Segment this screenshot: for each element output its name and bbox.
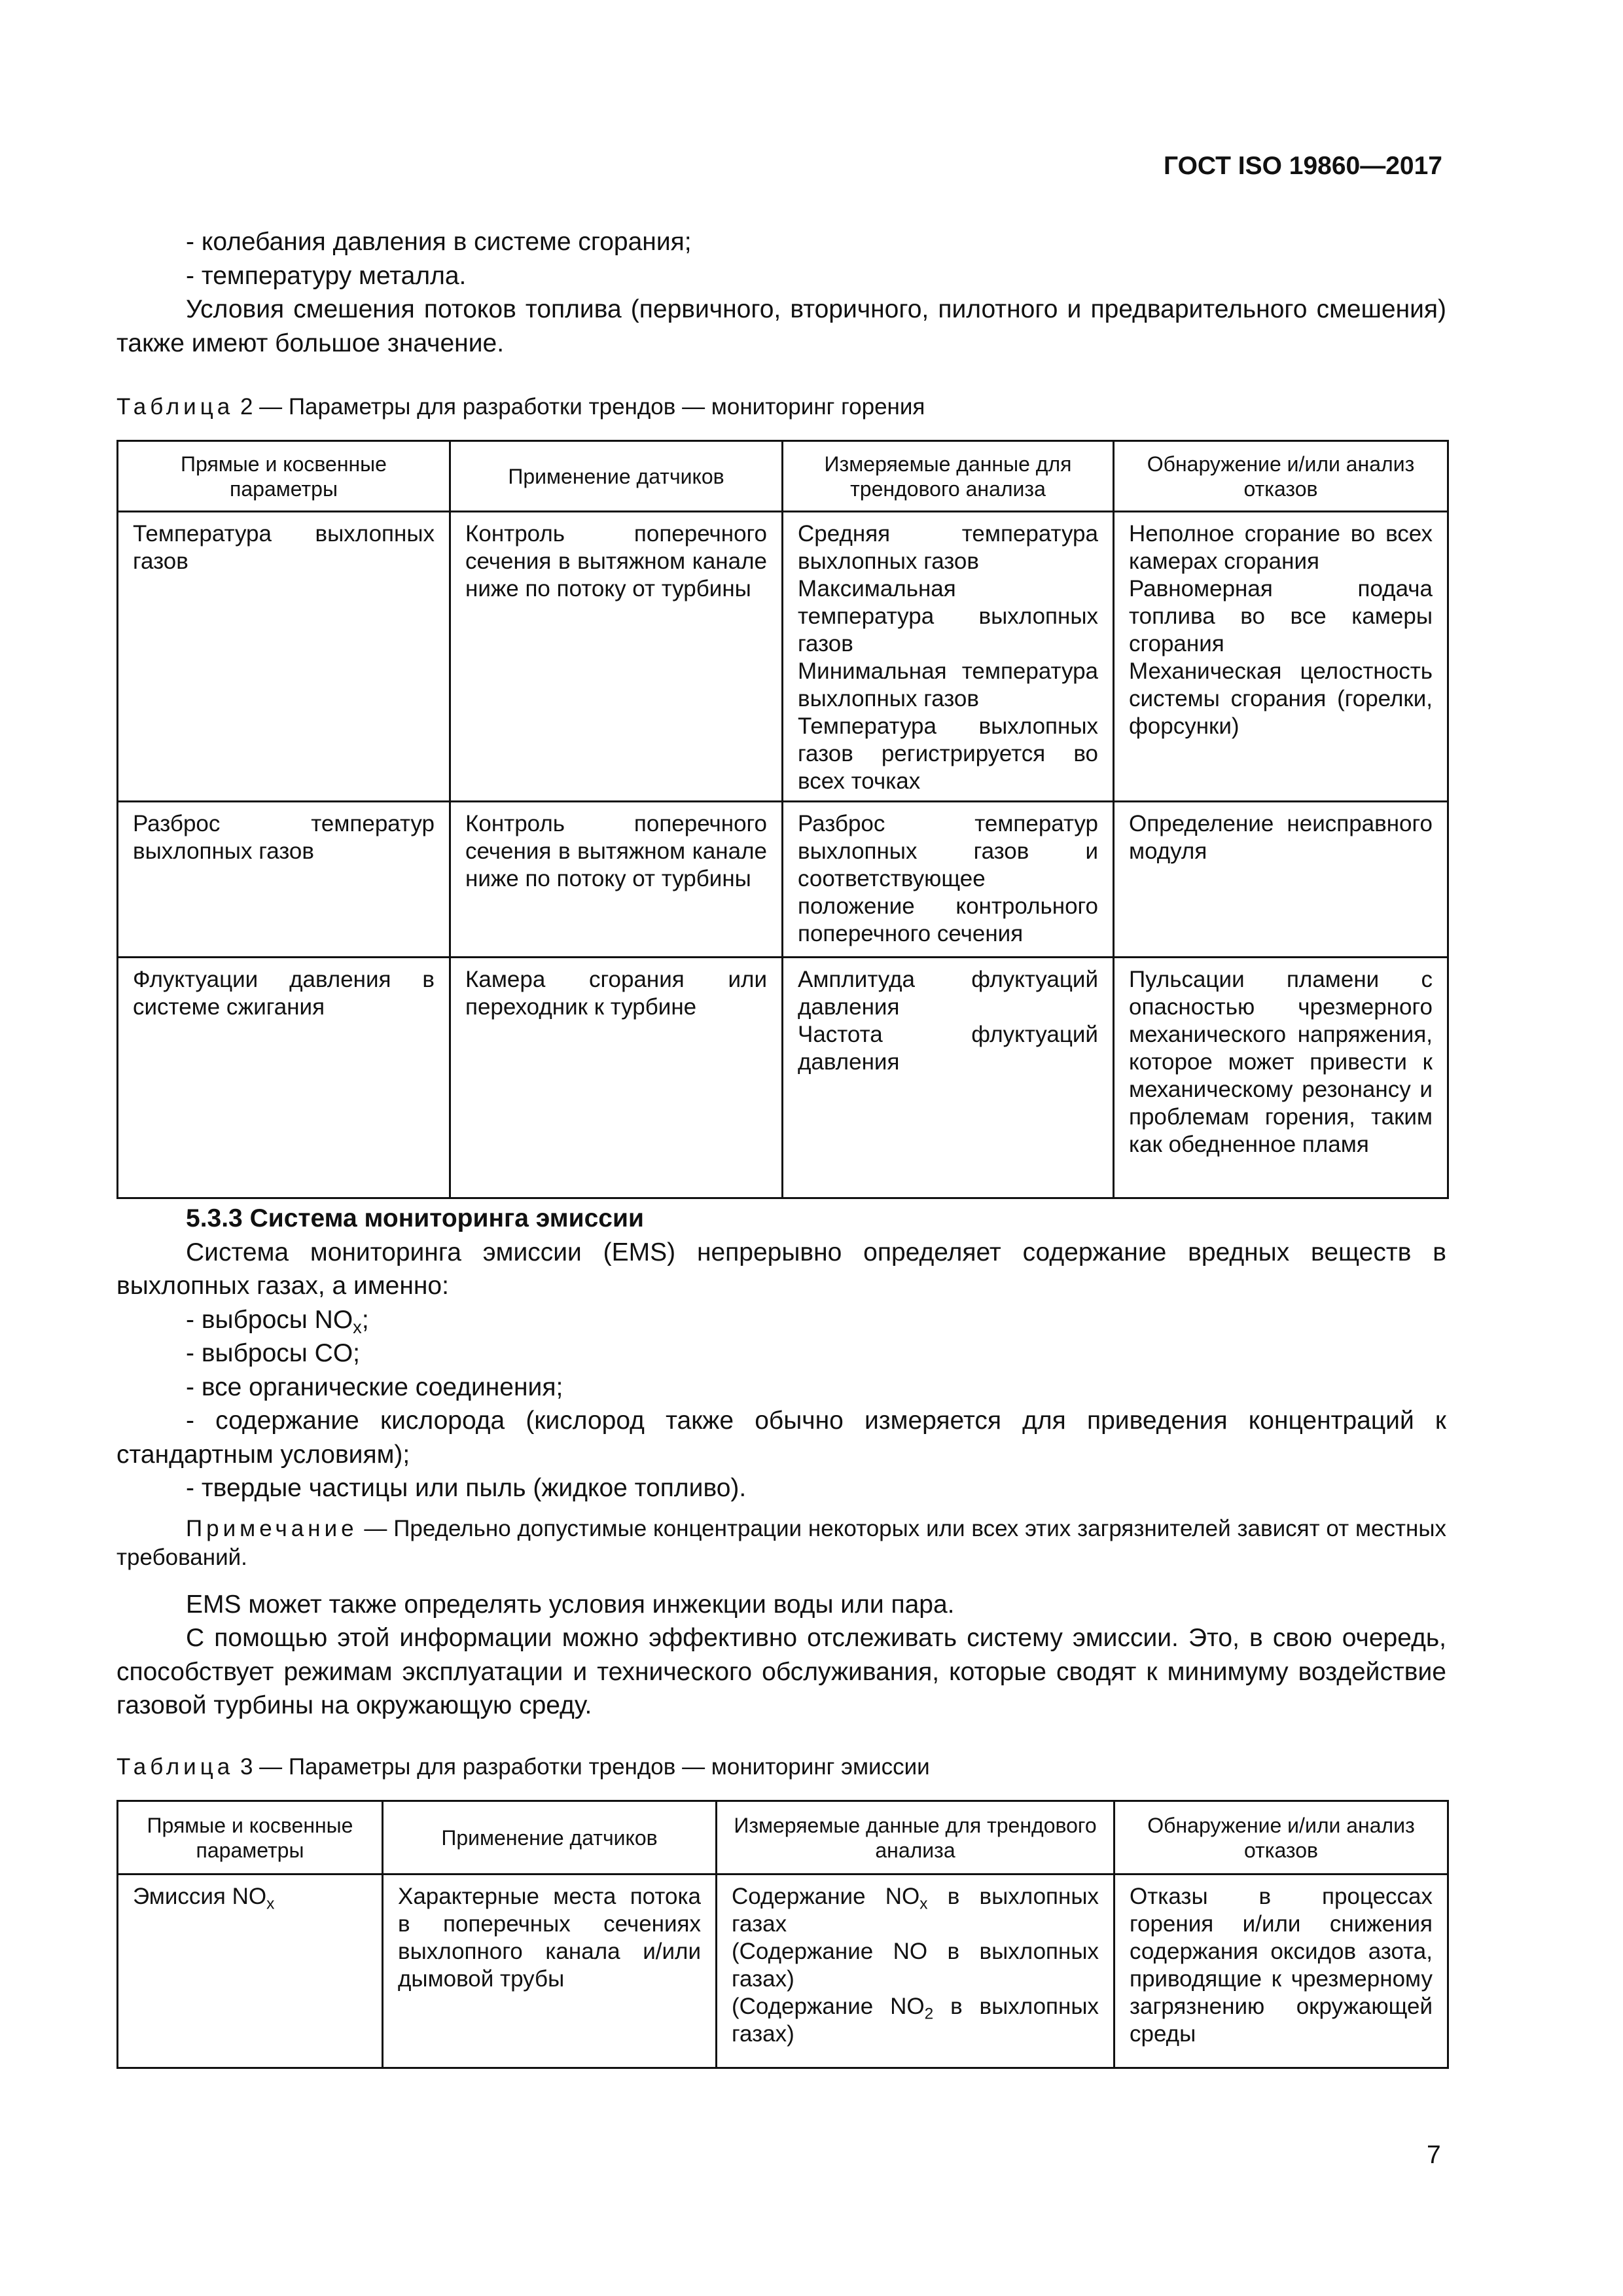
table-caption-text: 2 — Параметры для разработки трендов — мониторинг горения [240,394,925,420]
list-item: - выбросы CO; [186,1339,360,1367]
cell-line: Механическая целостность системы сгорания (горелки, форсунки) [1129,658,1433,739]
table3-caption [116,1750,1446,1784]
note-label: Примечание [186,1515,358,1541]
column-header: Обнаружение и/или анализ отказов [1115,1801,1448,1874]
section-title: 5.3.3 Система мониторинга эмиссии [186,1204,644,1232]
cell-line: Температура выхлопных газов регистрируется во всех точках [798,713,1098,794]
intro-block [116,225,1446,360]
section-emission [116,1202,1446,1723]
cell-line: (Содержание NO в выхлопных газах) [732,1939,1099,1992]
cell-line: Средняя температура выхлопных газов [798,521,1098,574]
cell-line: Частота флуктуаций давления [798,1022,1098,1075]
cell-line: Равномерная подача топлива во все камеры сгорания [1129,576,1433,656]
table-cell: Флуктуации давления в системе сжигания [118,958,450,1198]
list-item: - выбросы $NO_x$; [186,1305,369,1337]
table-header-row [118,1801,1448,1874]
table-caption-text: 3 — Параметры для разработки трендов — мониторинг эмиссии [240,1754,930,1780]
table-cell: Температура выхлопных газов [118,512,450,802]
cell-line: Максимальная температура выхлопных газов [798,576,1098,656]
note-text: — Предельно допустимые концентрации некоторых или всех этих загрязнителей зависят от местных требований. [116,1515,1446,1570]
page-number: 7 [1427,2141,1441,2169]
list-item: - температуру металла. [186,261,467,290]
table-emission-monitoring [116,1800,1449,2069]
table-cell [1114,802,1448,958]
cell-line: Определение неисправного модуля [1129,811,1433,864]
table-row [118,958,1448,1198]
list-item: - колебания давления в системе сгорания; [186,228,692,256]
table-row [118,512,1448,802]
table-cell: Контроль поперечного сечения в вытяжном канале ниже по потоку от турбины [450,802,783,958]
column-header: Применение датчиков [450,441,783,512]
table-cell: Эмиссия $NO_x$ [118,1874,383,2068]
column-header: Обнаружение и/или анализ отказов [1114,441,1448,512]
table-cell: Характерные места потока в поперечных сечениях выхлопного канала и/или дымовой трубы [383,1874,717,2068]
table-cell [717,1874,1115,2068]
table-cell [783,512,1114,802]
table-row [118,1874,1448,2068]
table-cell [1114,958,1448,1198]
cell-line: Неполное сгорание во всех камерах сгорания [1129,521,1433,574]
column-header: Измеряемые данные для трендового анализа [783,441,1114,512]
column-header: Прямые и косвенные параметры [118,1801,383,1874]
table-row [118,802,1448,958]
list-item: - твердые частицы или пыль (жидкое топливо). [186,1474,747,1502]
table-cell [783,802,1114,958]
cell-line: (Содержание $NO_2$ в выхлопных газах) [732,1994,1099,2047]
table2-caption [116,390,1446,424]
table-cell: Камера сгорания или переходник к турбине [450,958,783,1198]
document-header: ГОСТ ISO 19860—2017 [1163,152,1442,180]
cell-line: Разброс температур выхлопных газов и соответствующее положение контрольного поперечного сечения [798,811,1098,946]
table-header-row [118,441,1448,512]
paragraph: С помощью этой информации можно эффективно отслеживать систему эмиссии. Это, в свою очередь, способствует режимам эксплуатации и технического обслуживания, которые сводят к минимуму воздействие газовой турбины на окружающую среду. [116,1624,1446,1719]
column-header: Измеряемые данные для трендового анализа [717,1801,1115,1874]
table-cell [1114,512,1448,802]
note [116,1515,1446,1572]
table-cell: Отказы в процессах горения и/или снижения содержания оксидов азота, приводящие к чрезмерному загрязнению окружающей среды [1115,1874,1448,2068]
paragraph: EMS может также определять условия инжекции воды или пара. [186,1590,955,1619]
table-cell [783,958,1114,1198]
cell-line: Пульсации пламени с опасностью чрезмерного механического напряжения, которое может привести к механическому резонансу и проблемам горения, таким как обедненное пламя [1129,967,1433,1157]
table-label: Таблица [116,394,234,420]
cell-line: Амплитуда флуктуаций давления [798,967,1098,1020]
list-item: - содержание кислорода (кислород также обычно измеряется для приведения концентраций к стандартным условиям); [116,1407,1446,1469]
cell-line: Содержание $NO_x$ в выхлопных газах [732,1884,1099,1937]
column-header: Прямые и косвенные параметры [118,441,450,512]
column-header: Применение датчиков [383,1801,717,1874]
paragraph: Система мониторинга эмиссии (EMS) непрерывно определяет содержание вредных веществ в выхлопных газах, а именно: [116,1238,1446,1300]
table-combustion-monitoring [116,440,1449,1199]
table-cell: Разброс температур выхлопных газов [118,802,450,958]
cell-line: Минимальная температура выхлопных газов [798,658,1098,711]
list-item: - все органические соединения; [186,1372,563,1401]
paragraph: Условия смешения потоков топлива (первичного, вторичного, пилотного и предварительного смешения) также имеют большое значение. [116,295,1446,357]
table-label: Таблица [116,1754,234,1780]
table-cell: Контроль поперечного сечения в вытяжном канале ниже по потоку от турбины [450,512,783,802]
